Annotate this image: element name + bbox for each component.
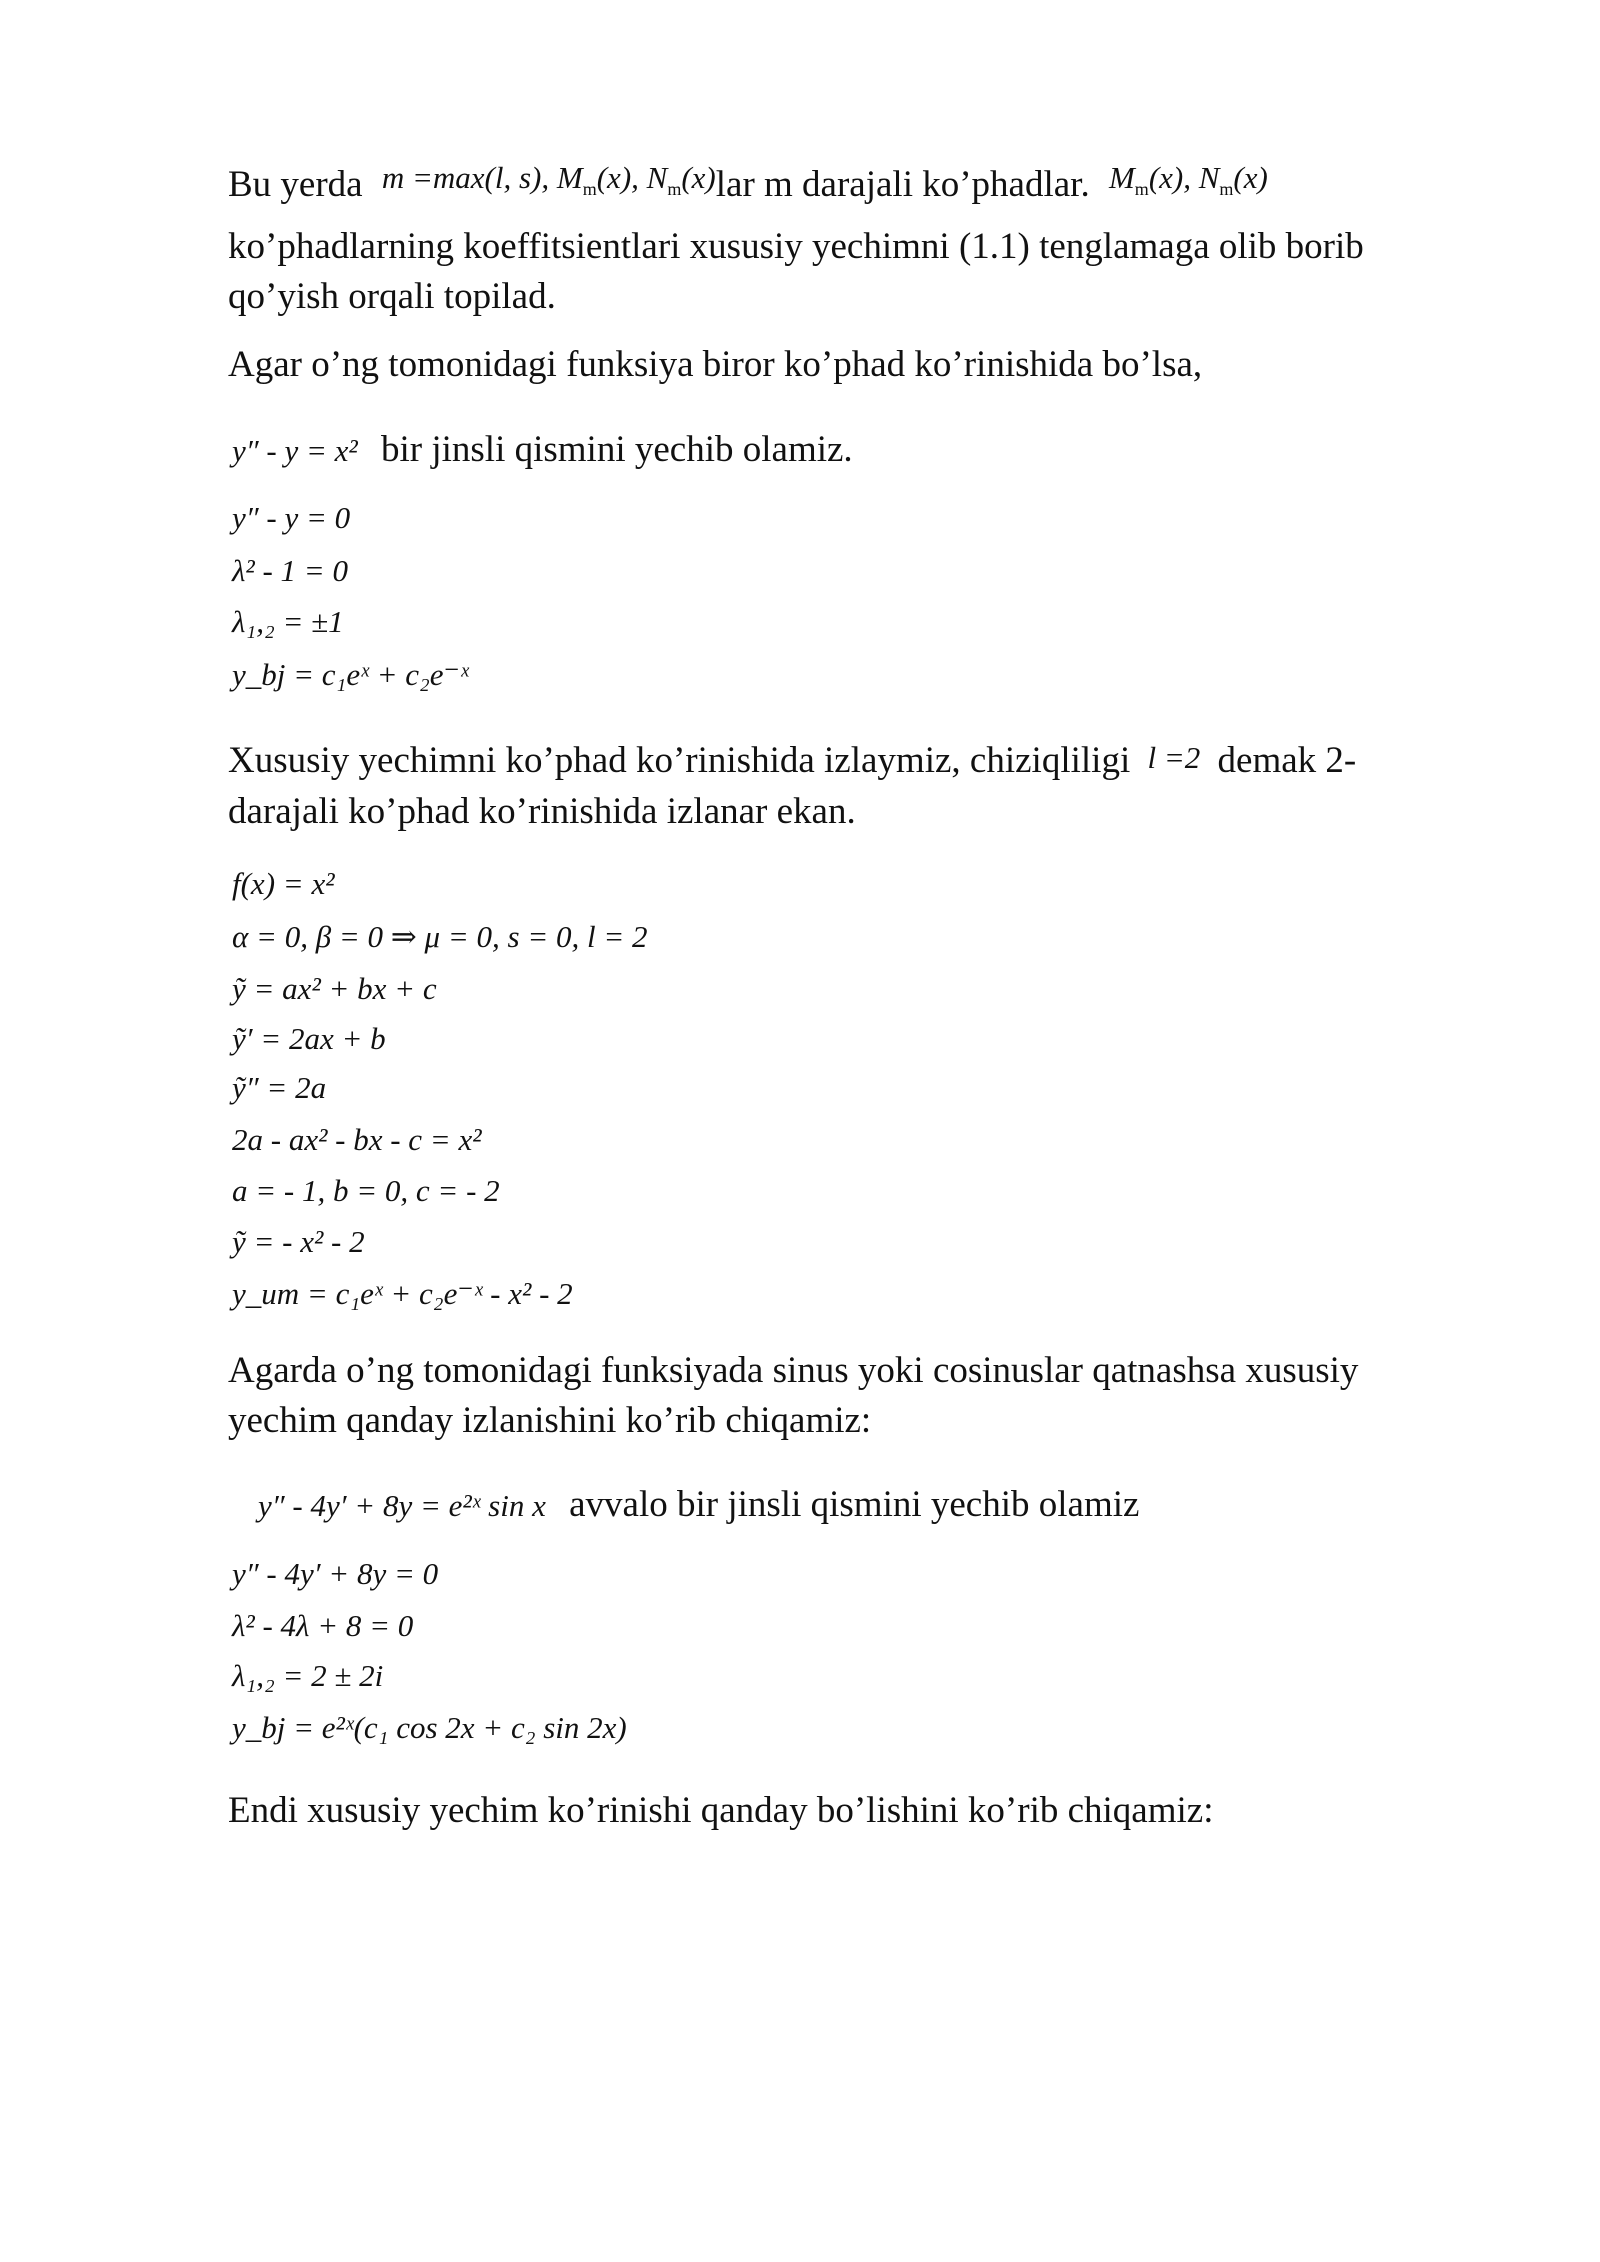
paragraph-1-intro: Bu yerda [228,164,363,205]
paragraph-5-line-1: Agarda o’ng tomonidagi funksiyada sinus yoki cosinuslar qatnashsa xususiy [228,1350,1359,1391]
paragraph-4-line-1-a: Xususiy yechimni ko’phad ko’rinishida izlaymiz, chiziqliligi [228,740,1131,781]
equation-block-1-line-1: y″ - y = 0 [232,500,351,535]
math-part: (x), N [1148,160,1220,195]
inline-math-l-equals-2: l =2 [1147,740,1201,775]
paragraph-4-line-1-b: demak 2- [1217,740,1357,781]
math-part: m =max(l, s), M [381,160,583,195]
math-sub: m [667,179,682,200]
equation-block-2-line-9: y_um = c₁eˣ + c₂e⁻ˣ - x² - 2 [232,1276,573,1311]
equation-y-double-prime-minus-y: y″ - y = x² [232,433,358,468]
paragraph-5-line-2: yechim qanday izlanishini ko’rib chiqamiz: [228,1400,872,1441]
equation-block-3-line-2: λ² - 4λ + 8 = 0 [232,1608,414,1643]
inline-math-mm-nm [1108,160,1268,200]
paragraph-1-line-2: ko’phadlarning koeffitsientlari xususiy yechimni (1.1) tenglamaga olib borib [228,226,1364,268]
equation-block-1-line-4: y_bj = c₁eˣ + c₂e⁻ˣ [232,657,469,692]
equation-block-2-line-7: a = - 1, b = 0, c = - 2 [232,1173,500,1208]
paragraph-4 [228,736,1408,837]
math-part: M [1108,160,1135,195]
paragraph-7 [228,1786,1408,1836]
equation-block-2-line-4: ỹ′ = 2ax + b [232,1021,386,1056]
math-sub: m [1219,179,1234,200]
equation-y-sin: y″ - 4y′ + 8y = e²ˣ sin x [258,1488,546,1523]
equation-block-2-line-3: ỹ = ax² + bx + c [232,971,437,1006]
equation-row-1 [232,425,853,476]
math-part: (x) [1233,160,1268,195]
equation-block-3-line-3: λ₁,₂ = 2 ± 2i [232,1658,384,1693]
equation-block-2-line-2: α = 0, β = 0 ⇒ μ = 0, s = 0, l = 2 [232,919,648,954]
math-sub: m [582,179,597,200]
equation-row-2 [258,1480,1139,1531]
math-part: (x) [681,160,716,195]
equation-block-3-line-4: y_bj = e²ˣ(c₁ cos 2x + c₂ sin 2x) [232,1710,627,1745]
equation-block-1-line-2: λ² - 1 = 0 [232,553,348,588]
paragraph-2-text: Agar o’ng tomonidagi funksiya biror ko’phad ko’rinishida bo’lsa, [228,344,1203,385]
equation-block-1-line-3: λ₁,₂ = ±1 [232,604,344,639]
inline-math-m-max [381,160,716,200]
equation-block-2-line-8: ỹ = - x² - 2 [232,1224,365,1259]
paragraph-2 [228,340,1408,390]
equation-block-3-line-1: y″ - 4y′ + 8y = 0 [232,1556,439,1591]
paragraph-1-after: lar m darajali ko’phadlar. [715,164,1090,205]
paragraph-1-line-3: qo’yish orqali topilad. [228,276,556,318]
paragraph-7-text: Endi xususiy yechim ko’rinishi qanday bo’lishini ko’rib chiqamiz: [228,1790,1214,1831]
math-sub: m [1134,179,1149,200]
equation-row-2-text: avvalo bir jinsli qismini yechib olamiz [569,1484,1140,1525]
equation-block-2-line-1: f(x) = x² [232,866,335,901]
equation-block-2-line-5: ỹ″ = 2a [232,1070,327,1105]
equation-block-2-line-6: 2a - ax² - bx - c = x² [232,1122,482,1157]
paragraph-4-line-2: darajali ko’phad ko’rinishida izlanar ekan. [228,791,856,832]
paragraph-1 [228,160,1408,322]
math-part: (x), N [596,160,668,195]
equation-row-1-text: bir jinsli qismini yechib olamiz. [380,429,853,470]
paragraph-5 [228,1346,1408,1446]
